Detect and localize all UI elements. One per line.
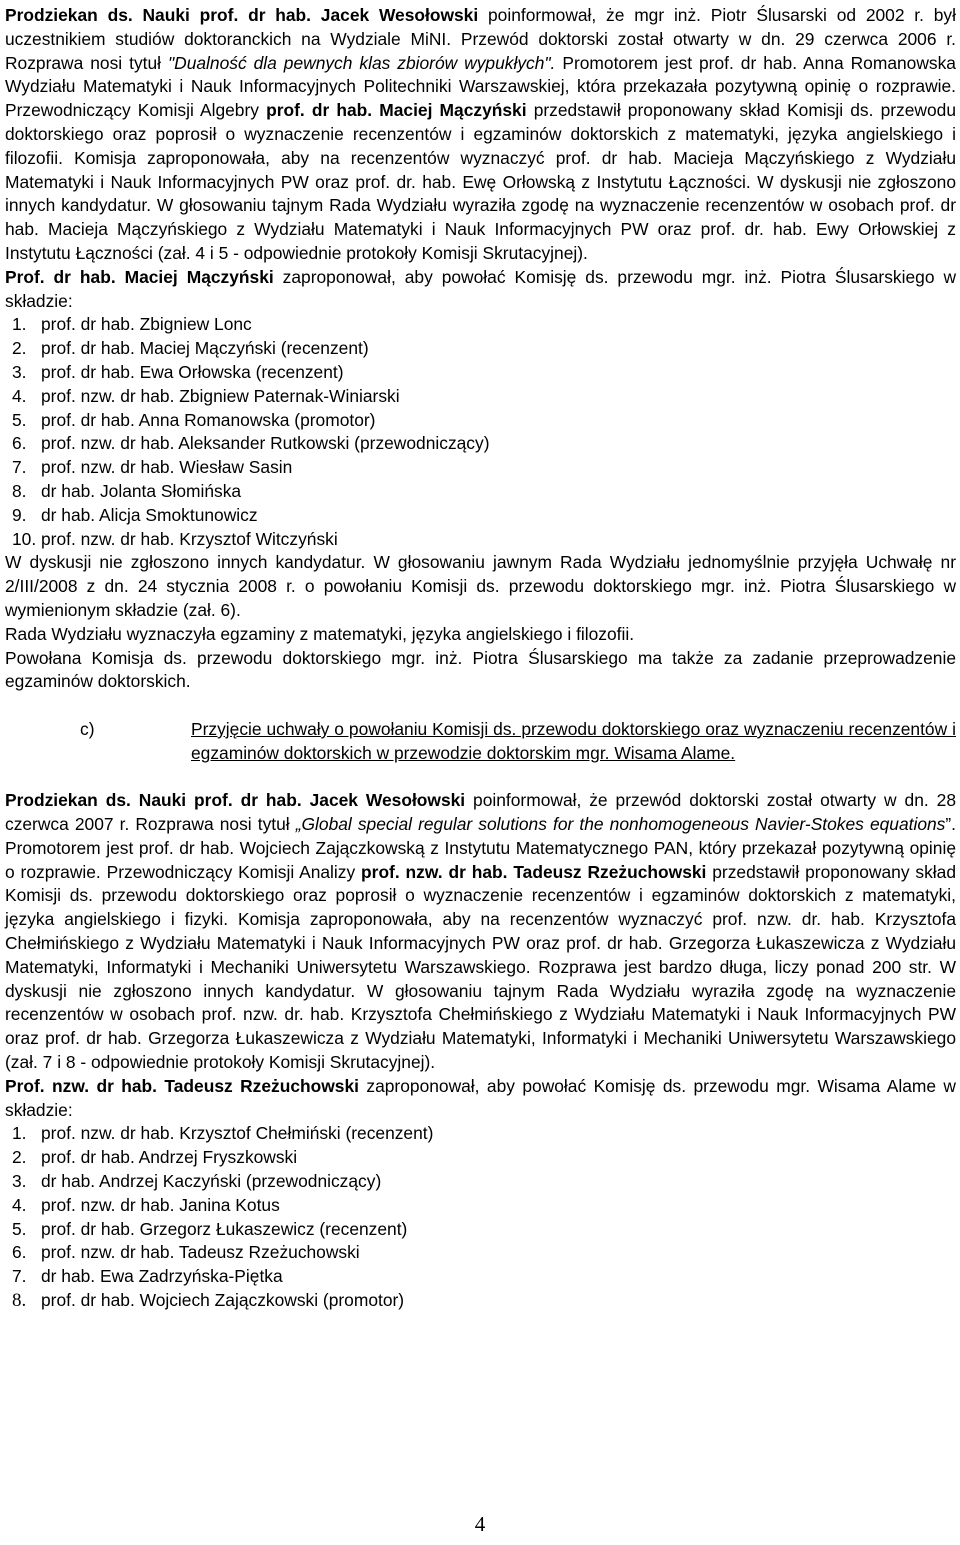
list-item: [5, 1218, 956, 1242]
paragraph-alame-intro: [5, 789, 956, 1075]
list-number: 3.: [12, 361, 27, 382]
text-run: zaproponował, aby powołać Komisję ds. przewodu mgr. Wisama Alame w składzie:: [5, 1075, 956, 1120]
list-item: [5, 504, 956, 528]
list-item: [5, 480, 956, 504]
agenda-title: Przyjęcie uchwały o powołaniu Komisji ds. przewodu doktorskiego oraz wyznaczeniu recenzentów i egzaminów doktorskich w przewodzie doktorskim mgr. Wisama Alame.: [191, 718, 956, 763]
list-number: 8.: [12, 1290, 27, 1312]
paragraph-committee-task: Powołana Komisja ds. przewodu doktorskiego mgr. inż. Piotra Ślusarskiego ma także za zadanie przeprowadzenie egzaminów doktorskich.: [5, 647, 956, 692]
list-text: prof. nzw. dr hab. Krzysztof Witczyński: [41, 528, 338, 549]
list-item: [5, 337, 956, 361]
list-number: 8.: [12, 480, 27, 501]
list-text: dr hab. Ewa Zadrzyńska-Piętka: [41, 1266, 283, 1287]
dean-name: Prodziekan ds. Nauki prof. dr hab. Jacek Wesołowski: [5, 790, 466, 811]
list-text: prof. dr hab. Grzegorz Łukaszewicz (recenzent): [41, 1218, 408, 1239]
list-number: 1.: [12, 1123, 27, 1144]
list-text: prof. dr hab. Ewa Orłowska (recenzent): [41, 361, 344, 382]
list-item: [5, 1146, 956, 1170]
list-text: prof. nzw. dr hab. Krzysztof Chełmiński (recenzent): [41, 1123, 434, 1144]
list-text: prof. nzw. dr hab. Janina Kotus: [41, 1194, 280, 1215]
page-number: 4: [474, 1512, 486, 1536]
paragraph-committee-proposal-alame: [5, 1075, 956, 1123]
list-text: prof. nzw. dr hab. Aleksander Rutkowski (przewodniczący): [41, 433, 490, 454]
list-text: prof. dr hab. Wojciech Zajączkowski (promotor): [41, 1290, 405, 1311]
list-item: [5, 1241, 956, 1265]
list-number: 3.: [12, 1171, 27, 1192]
paragraph-slusarski-intro: [5, 4, 956, 266]
text-run: przedstawił proponowany skład Komisji ds. przewodu doktorskiego oraz poprosił o wyznaczenie recenzentów i egzaminów doktorskich z matematyki, języka angielskiego i filozofii. Komisja zaproponowała, aby na recenzentów wyznaczyć prof. dr hab. Macieja Mączyńskiego z Wydziału Matematyki i Nauk Informacyjnych PW oraz prof. dr. hab. Ewę Orłowską z Instytutu Łączności. W dyskusji nie zgłoszono innych kandydatur. W głosowaniu tajnym Rada Wydziału wyraziła zgodę na wyznaczenie recenzentów w osobach prof. dr hab. Macieja Mączyńskiego z Wydziału Matematyki i Nauk Informacyjnych PW oraz prof. dr. hab. Ewy Orłowskiej z Instytutu Łączności (zał. 4 i 5 - odpowiednie protokoły Komisji Skrutacyjnej).: [5, 100, 956, 263]
committee-list-slusarski: [5, 313, 956, 551]
list-number: 2.: [12, 1147, 27, 1168]
list-number: 7.: [12, 457, 27, 478]
spacer: [5, 766, 956, 790]
list-item: [5, 1265, 956, 1289]
agenda-item-c: [5, 718, 956, 766]
list-text: dr hab. Alicja Smoktunowicz: [41, 504, 258, 525]
text-run: ”. Promotorem jest prof. dr hab. Wojciech Zajączkowską z Instytutu Matematycznego PAN, który przekazał pozytywną opinię o rozprawie. Przewodniczący Komisji Analizy: [5, 814, 956, 882]
text-run: zaproponował, aby powołać Komisję ds. przewodu mgr. inż. Piotra Ślusarskiego w składzie:: [5, 266, 957, 311]
proposer-name: Prof. nzw. dr hab. Tadeusz Rzeżuchowski: [5, 1075, 359, 1096]
list-item: [5, 456, 956, 480]
paragraph-committee-proposal: [5, 266, 956, 314]
list-text: prof. dr hab. Zbigniew Lonc: [41, 314, 252, 335]
list-text: prof. dr hab. Maciej Mączyński (recenzent): [41, 338, 369, 359]
list-number: 4.: [12, 1194, 27, 1215]
list-item: [5, 1194, 956, 1218]
spacer: [5, 694, 956, 718]
list-item: [5, 409, 956, 433]
list-item: [5, 432, 956, 456]
committee-list-alame: [5, 1122, 956, 1312]
list-item: [5, 1170, 956, 1194]
text-run: poinformował, że przewód doktorski został otwarty w dn. 28 czerwca 2007 r. Rozprawa nosi tytuł: [5, 790, 956, 835]
list-item: [5, 361, 956, 385]
list-number: 6.: [12, 433, 27, 454]
list-text: prof. dr hab. Anna Romanowska (promotor): [41, 409, 376, 430]
list-item: [5, 313, 956, 337]
text-run: przedstawił proponowany skład Komisji ds. przewodu doktorskiego oraz poprosił o wyznaczenie recenzentów i egzaminów doktorskich z matematyki, języka angielskiego i fizyki. Komisja zaproponowała, aby na recenzentów wyznaczyć prof. nzw. dr. hab. Krzysztofa Chełmińskiego z Wydziału Matematyki i Nauk Informacyjnych PW oraz prof. dr hab. Grzegorza Łukaszewicza z Wydziału Matematyki, Informatyki i Mechaniki Uniwersytetu Warszawskiego. Rozprawa jest bardzo długa, liczy ponad 200 str. W dyskusji nie zgłoszono innych kandydatur. W głosowaniu tajnym Rada Wydziału wyraziła zgodę na wyznaczenie recenzentów w osobach prof. nzw. dr. hab. Krzysztofa Chełmińskiego z Wydziału Matematyki i Nauk Informacyjnych PW oraz prof. dr hab. Grzegorza Łukaszewicza z Wydziału Matematyki, Informatyki i Mechaniki Uniwersytetu Warszawskiego (zał. 7 i 8 - odpowiednie protokoły Komisji Skrutacyjnej).: [5, 861, 956, 1073]
list-number: 9.: [12, 504, 27, 525]
paragraph-vote: W dyskusji nie zgłoszono innych kandydatur. W głosowaniu jawnym Rada Wydziału jednomyślnie przyjęła Uchwałę nr 2/III/2008 z dn. 24 stycznia 2008 r. o powołaniu Komisji ds. przewodu doktorskiego mgr. inż. Piotra Ślusarskiego w wymienionym składzie (zał. 6).: [5, 552, 956, 620]
text-run: Promotorem jest prof. dr hab. Anna Romanowska Wydziału Matematyki i Nauk Informacyjnych Politechniki Warszawskiej, która przekazała pozytywną opinię o rozprawie. Przewodniczący Komisji Algebry: [5, 52, 956, 121]
dean-name: Prodziekan ds. Nauki prof. dr hab. Jacek Wesołowski: [5, 5, 479, 25]
list-text: dr hab. Jolanta Słomińska: [41, 480, 242, 501]
text-run: poinformował, że mgr inż. Piotr Ślusarski od 2002 r. był uczestnikiem studiów doktoranckich na Wydziale MiNI. Przewód doktorski został otwarty w dn. 29 czerwca 2006 r. Rozprawa nosi tytuł: [5, 5, 956, 73]
list-number: 10.: [12, 528, 37, 549]
list-number: 6.: [12, 1242, 27, 1263]
list-number: 5.: [12, 1218, 27, 1239]
proposer-name: Prof. dr hab. Maciej Mączyński: [5, 266, 274, 287]
list-text: prof. nzw. dr hab. Zbigniew Paternak-Winiarski: [41, 385, 400, 406]
list-item: [5, 528, 956, 552]
list-number: 5.: [12, 409, 27, 430]
list-number: 2.: [12, 338, 27, 359]
list-text: prof. dr hab. Andrzej Fryszkowski: [41, 1147, 298, 1168]
list-number: 1.: [12, 314, 27, 335]
thesis-title: "Dualność dla pewnych klas zbiorów wypukłych".: [167, 52, 556, 73]
chair-name: prof. nzw. dr hab. Tadeusz Rzeżuchowski: [361, 861, 707, 882]
paragraph-exams: Rada Wydziału wyznaczyła egzaminy z matematyki, języka angielskiego i filozofii.: [5, 623, 635, 644]
list-number: 4.: [12, 385, 27, 406]
chair-name: prof. dr hab. Maciej Mączyński: [266, 100, 527, 121]
agenda-label: c): [80, 718, 95, 739]
list-item: [5, 1122, 956, 1146]
list-text: prof. nzw. dr hab. Tadeusz Rzeżuchowski: [41, 1242, 360, 1263]
thesis-title: „Global special regular solutions for the nonhomogeneous Navier-Stokes equations: [295, 814, 946, 835]
list-item: [5, 1289, 956, 1313]
list-text: dr hab. Andrzej Kaczyński (przewodniczący): [41, 1171, 382, 1192]
list-text: prof. nzw. dr hab. Wiesław Sasin: [41, 457, 293, 478]
list-item: [5, 385, 956, 409]
list-number: 7.: [12, 1266, 27, 1287]
